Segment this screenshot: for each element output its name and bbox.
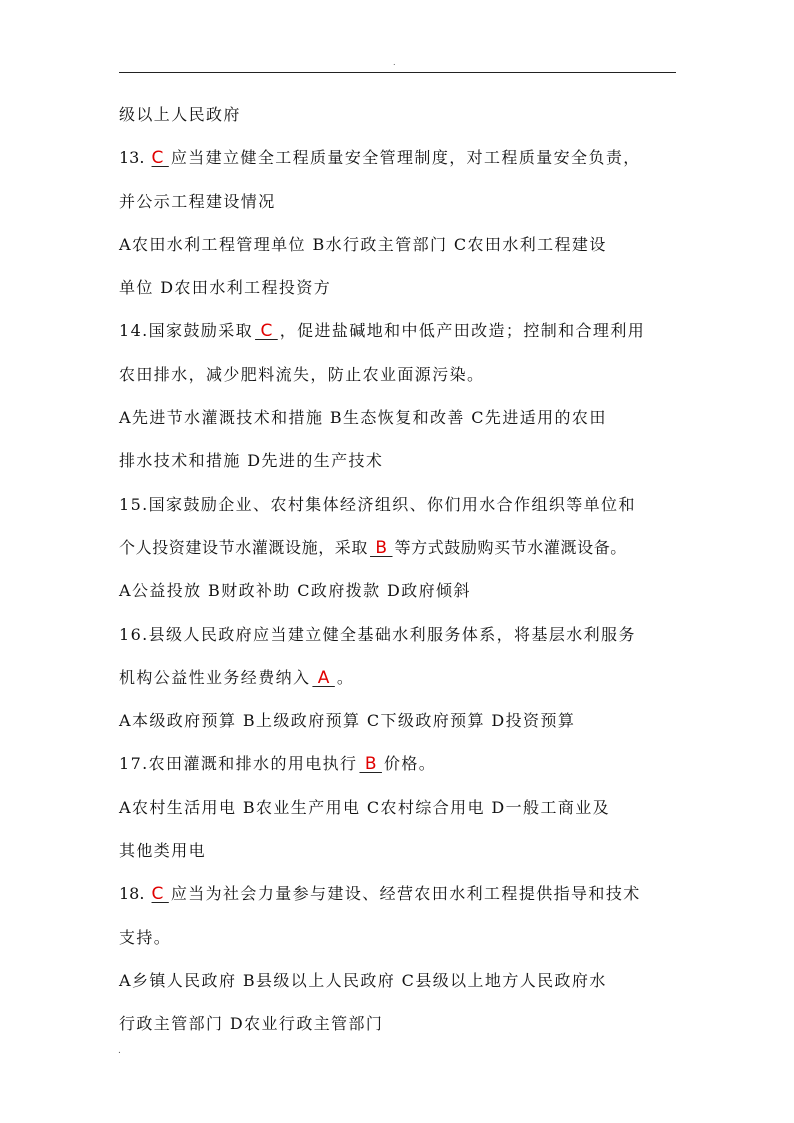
- options-line: [119, 223, 685, 266]
- question-13-line: [119, 136, 685, 179]
- options-line: [119, 959, 685, 1002]
- options-line: [119, 1002, 685, 1045]
- line-text: 排水技术和措施 D先进的生产技术: [119, 451, 384, 471]
- line-text: 其他类用电: [119, 841, 207, 861]
- line-text: 行政主管部门 D农业行政主管部门: [119, 1014, 384, 1034]
- question-16-line: [119, 613, 685, 656]
- line-text: 17.农田灌溉和排水的用电执行: [119, 754, 358, 774]
- answer-blank: C: [255, 321, 278, 342]
- text-line: [119, 526, 685, 569]
- question-15-line: [119, 483, 685, 526]
- line-text: 。: [336, 667, 355, 687]
- line-text: 18.: [119, 884, 150, 904]
- options-line: [119, 396, 685, 439]
- question-18-line: [119, 872, 685, 915]
- line-text: 价格。: [383, 754, 437, 774]
- answer-blank: C: [151, 884, 169, 905]
- options-line: [119, 786, 685, 829]
- options-line: [119, 699, 685, 742]
- line-text: A乡镇人民政府 B县级以上人民政府 C县级以上地方人民政府水: [119, 970, 607, 990]
- options-line: [119, 829, 685, 872]
- header-dot: .: [393, 58, 396, 67]
- line-text: A本级政府预算 B上级政府预算 C下级政府预算 D投资预算: [119, 711, 576, 731]
- answer-blank: B: [370, 537, 393, 558]
- line-text: 16.县级人民政府应当建立健全基础水利服务体系，将基层水利服务: [119, 624, 636, 644]
- line-text: 应当为社会力量参与建设、经营农田水利工程提供指导和技术: [170, 884, 641, 904]
- line-text: 并公示工程建设情况: [119, 191, 276, 211]
- line-text: 支持。: [119, 927, 172, 947]
- options-line: [119, 439, 685, 482]
- text-line: [119, 180, 685, 223]
- document-body: [119, 93, 685, 1046]
- options-line: [119, 266, 685, 309]
- question-14-line: [119, 309, 685, 352]
- line-text: 14.国家鼓励采取: [119, 321, 254, 341]
- line-text: 单位 D农田水利工程投资方: [119, 278, 332, 298]
- answer-blank: C: [151, 148, 169, 169]
- line-text: A农田水利工程管理单位 B水行政主管部门 C农田水利工程建设: [119, 234, 607, 254]
- line-text: 个人投资建设节水灌溉设施，采取: [119, 537, 369, 557]
- text-line: [119, 916, 685, 959]
- text-line: [119, 93, 685, 136]
- line-text: ，促进盐碱地和中低产田改造；控制和合理利用: [279, 321, 646, 341]
- header-rule: [119, 72, 676, 73]
- line-text: A公益投放 B财政补助 C政府拨款 D政府倾斜: [119, 581, 471, 601]
- footer-dot: .: [118, 1046, 121, 1056]
- answer-blank: B: [359, 754, 382, 775]
- text-line: [119, 656, 685, 699]
- text-line: [119, 353, 685, 396]
- line-text: A先进节水灌溉技术和措施 B生态恢复和改善 C先进适用的农田: [119, 408, 607, 428]
- line-text: 级以上人民政府: [119, 105, 241, 124]
- answer-blank: A: [312, 667, 335, 688]
- line-text: 应当建立健全工程质量安全管理制度，对工程质量安全负责，: [170, 148, 641, 168]
- line-text: 15.国家鼓励企业、农村集体经济组织、你们用水合作组织等单位和: [119, 494, 636, 514]
- options-line: [119, 569, 685, 612]
- line-text: 机构公益性业务经费纳入: [119, 667, 311, 687]
- line-text: 农田排水，减少肥料流失，防止农业面源污染。: [119, 364, 485, 384]
- line-text: 等方式鼓励购买节水灌溉设备。: [394, 537, 627, 557]
- line-text: 13.: [119, 148, 150, 168]
- line-text: A农村生活用电 B农业生产用电 C农村综合用电 D一般工商业及: [119, 797, 611, 817]
- question-17-line: [119, 742, 685, 785]
